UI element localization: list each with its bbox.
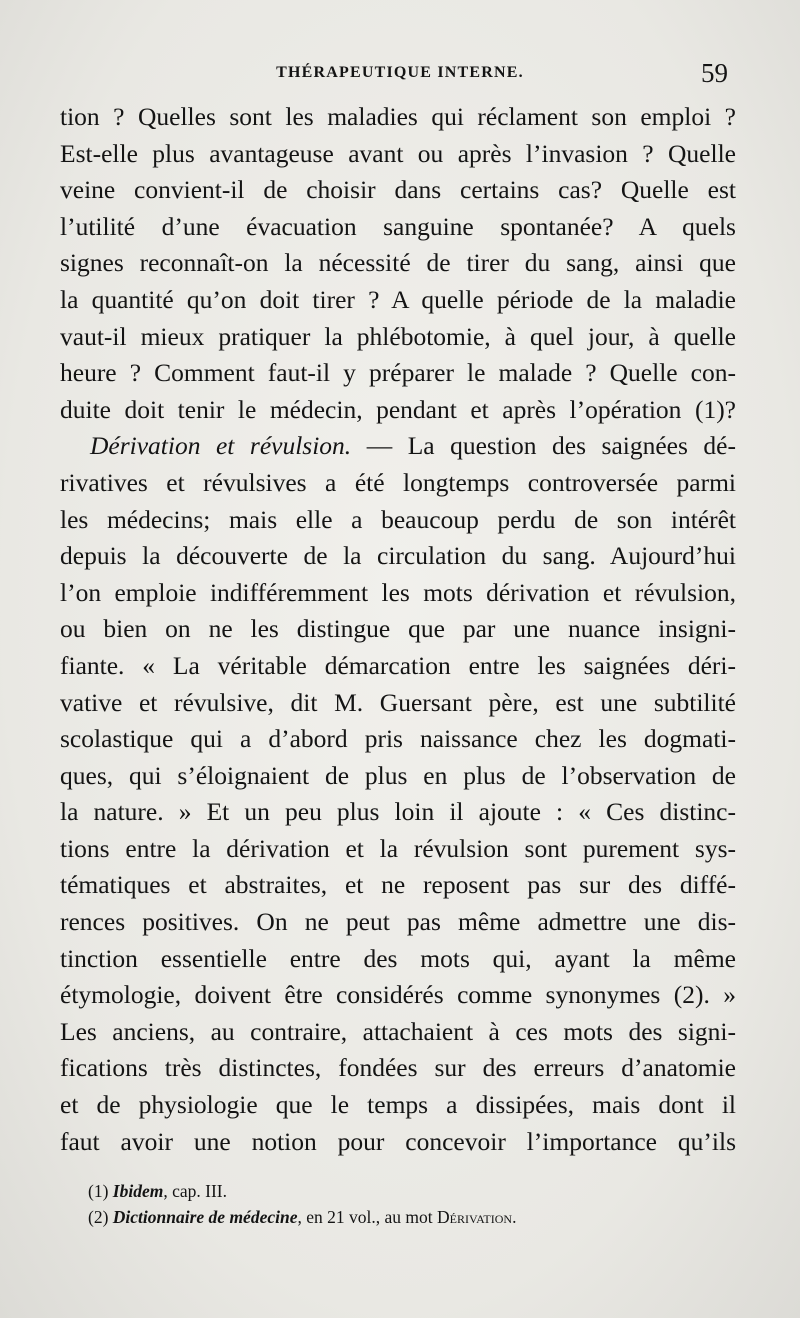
text-line: depuis la découverte de la circulation du sang. Aujourd’hui bbox=[60, 541, 736, 571]
footnote-title: Ibidem bbox=[112, 1181, 164, 1201]
text-line: signes reconnaît-on la nécessité de tirer du sang, ainsi que bbox=[60, 248, 736, 278]
footnote-keyword: Dérivation. bbox=[436, 1207, 517, 1227]
text-line: veine convient-il de choisir dans certains cas? Quelle est bbox=[60, 175, 736, 205]
text-line: tématiques et abstraites, et ne reposent pas sur des diffé- bbox=[60, 870, 736, 900]
footnote-text: , en 21 vol., au mot bbox=[297, 1207, 437, 1227]
footnote-title: Dictionnaire de médecine bbox=[112, 1207, 298, 1227]
text-line: tion ? Quelles sont les maladies qui réclament son emploi ? bbox=[60, 102, 736, 131]
footnote-marker: (1) bbox=[88, 1181, 113, 1201]
footnote-1 bbox=[88, 1178, 708, 1204]
text-line: étymologie, doivent être considérés comme synonymes (2). » bbox=[60, 980, 736, 1010]
page-header bbox=[60, 58, 740, 94]
text-line: vaut-il mieux pratiquer la phlébotomie, à quel jour, à quelle bbox=[60, 321, 736, 351]
page-number: 59 bbox=[701, 58, 728, 88]
body-text bbox=[60, 99, 736, 1160]
footnote-2 bbox=[88, 1204, 708, 1230]
text-line: ques, qui s’éloignaient de plus en plus de l’observation de bbox=[60, 760, 736, 790]
text-line: tions entre la dérivation et la révulsion sont purement sys- bbox=[60, 833, 736, 863]
text-line: Les anciens, au contraire, attachaient à ces mots des signi- bbox=[60, 1016, 736, 1046]
text-line: scolastique qui a d’abord pris naissance chez les dogmati- bbox=[60, 724, 736, 754]
text-line: la quantité qu’on doit tirer ? A quelle période de la maladie bbox=[60, 284, 736, 314]
text-line: heure ? Comment faut-il y préparer le malade ? Quelle con- bbox=[60, 358, 736, 388]
text-line: l’utilité d’une évacuation sanguine spontanée? A quels bbox=[60, 211, 736, 241]
text-line: et de physiologie que le temps a dissipées, mais dont il bbox=[60, 1090, 736, 1120]
section-heading: Dérivation et révulsion. bbox=[90, 431, 352, 461]
paragraph-heading-line bbox=[60, 428, 736, 465]
text-line: fications très distinctes, fondées sur des erreurs d’anatomie bbox=[60, 1053, 736, 1083]
text-line: duite doit tenir le médecin, pendant et après l’opération (1)? bbox=[60, 394, 736, 424]
footnote-marker: (2) bbox=[88, 1207, 113, 1227]
text-line: ou bien on ne les distingue que par une nuance insigni- bbox=[60, 614, 736, 644]
text-line: l’on emploie indifféremment les mots dérivation et révulsion, bbox=[60, 577, 736, 607]
text-line: les médecins; mais elle a beaucoup perdu de son intérêt bbox=[60, 504, 736, 534]
text-line: faut avoir une notion pour concevoir l’importance qu’ils bbox=[60, 1126, 736, 1156]
text-line: rences positives. On ne peut pas même admettre une dis- bbox=[60, 907, 736, 937]
footnote-text: , cap. III. bbox=[163, 1181, 227, 1201]
text-line: la nature. » Et un peu plus loin il ajoute : « Ces distinc- bbox=[60, 797, 736, 827]
text-fragment: — La question des saignées dé- bbox=[351, 431, 736, 461]
text-line: Est-elle plus avantageuse avant ou après l’invasion ? Quelle bbox=[60, 138, 736, 168]
text-line: vative et révulsive, dit M. Guersant père, est une subtilité bbox=[60, 687, 736, 717]
text-line: tinction essentielle entre des mots qui, ayant la même bbox=[60, 943, 736, 973]
running-title: THÉRAPEUTIQUE INTERNE. bbox=[276, 64, 524, 81]
footnotes bbox=[88, 1178, 708, 1230]
text-line: fiante. « La véritable démarcation entre les saignées déri- bbox=[60, 650, 736, 680]
text-line: rivatives et révulsives a été longtemps controversée parmi bbox=[60, 467, 736, 497]
